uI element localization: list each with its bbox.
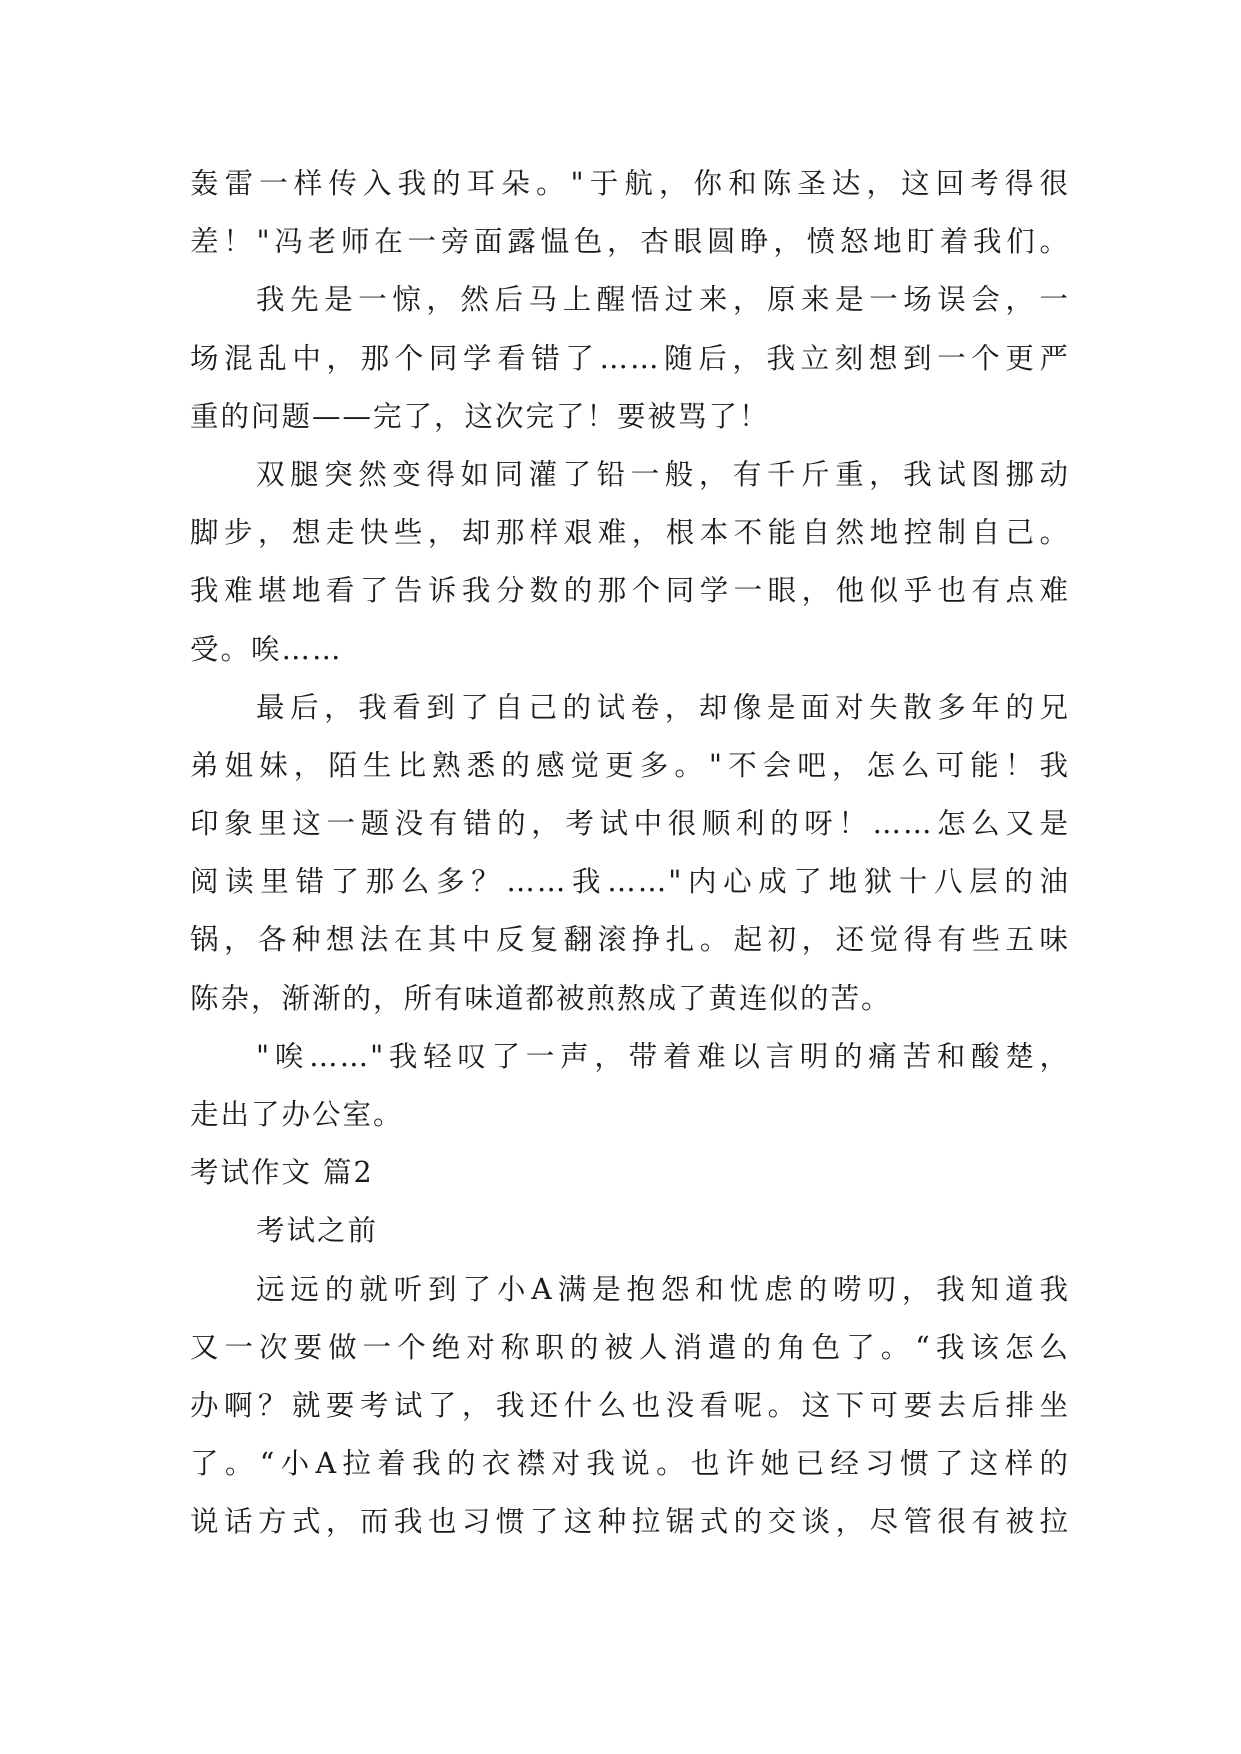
text-line: 受。唉…… bbox=[190, 632, 343, 666]
text-line: 说话方式，而我也习惯了这种拉锯式的交谈，尽管很有被拉 bbox=[190, 1505, 1070, 1539]
paragraph-start-line: 我先是一惊，然后马上醒悟过来，原来是一场误会，一 bbox=[256, 283, 1070, 317]
essay-body bbox=[190, 155, 1070, 1552]
text-line: 重的问题——完了，这次完了！要被骂了！ bbox=[190, 399, 770, 433]
essay-title: 考试之前 bbox=[256, 1214, 379, 1248]
text-line: 了。“小A拉着我的衣襟对我说。也许她已经习惯了这样的 bbox=[190, 1447, 1070, 1481]
section-heading: 考试作文 篇2 bbox=[190, 1156, 374, 1190]
text-line: 锅，各种想法在其中反复翻滚挣扎。起初，还觉得有些五味 bbox=[190, 923, 1070, 957]
text-line: 差！"冯老师在一旁面露愠色，杏眼圆睁，愤怒地盯着我们。 bbox=[190, 225, 1070, 259]
paragraph-start-line: 远远的就听到了小A满是抱怨和忧虑的唠叨，我知道我 bbox=[256, 1272, 1070, 1306]
text-line: 脚步，想走快些，却那样艰难，根本不能自然地控制自己。 bbox=[190, 516, 1070, 550]
text-line: 走出了办公室。 bbox=[190, 1098, 404, 1131]
paragraph-start-line: 双腿突然变得如同灌了铅一般，有千斤重，我试图挪动 bbox=[256, 457, 1070, 491]
paragraph-start-line: 最后，我看到了自己的试卷，却像是面对失散多年的兄 bbox=[256, 690, 1070, 724]
text-line: 我难堪地看了告诉我分数的那个同学一眼，他似乎也有点难 bbox=[190, 574, 1070, 608]
paragraph-start-line: "唉……"我轻叹了一声，带着难以言明的痛苦和酸楚， bbox=[256, 1039, 1070, 1073]
text-line: 又一次要做一个绝对称职的被人消遣的角色了。“我该怎么 bbox=[190, 1330, 1070, 1364]
text-line: 办啊？就要考试了，我还什么也没看呢。这下可要去后排坐 bbox=[190, 1388, 1070, 1422]
text-line: 阅读里错了那么多？……我……"内心成了地狱十八层的油 bbox=[190, 865, 1070, 899]
text-line: 场混乱中，那个同学看错了……随后，我立刻想到一个更严 bbox=[190, 341, 1070, 375]
text-line: 弟姐妹，陌生比熟悉的感觉更多。"不会吧，怎么可能！我 bbox=[190, 748, 1070, 782]
text-line: 印象里这一题没有错的，考试中很顺利的呀！……怎么又是 bbox=[190, 807, 1070, 841]
text-line: 陈杂，渐渐的，所有味道都被煎熬成了黄连似的苦。 bbox=[190, 981, 892, 1015]
text-line: 轰雷一样传入我的耳朵。"于航，你和陈圣达，这回考得很 bbox=[190, 167, 1070, 200]
